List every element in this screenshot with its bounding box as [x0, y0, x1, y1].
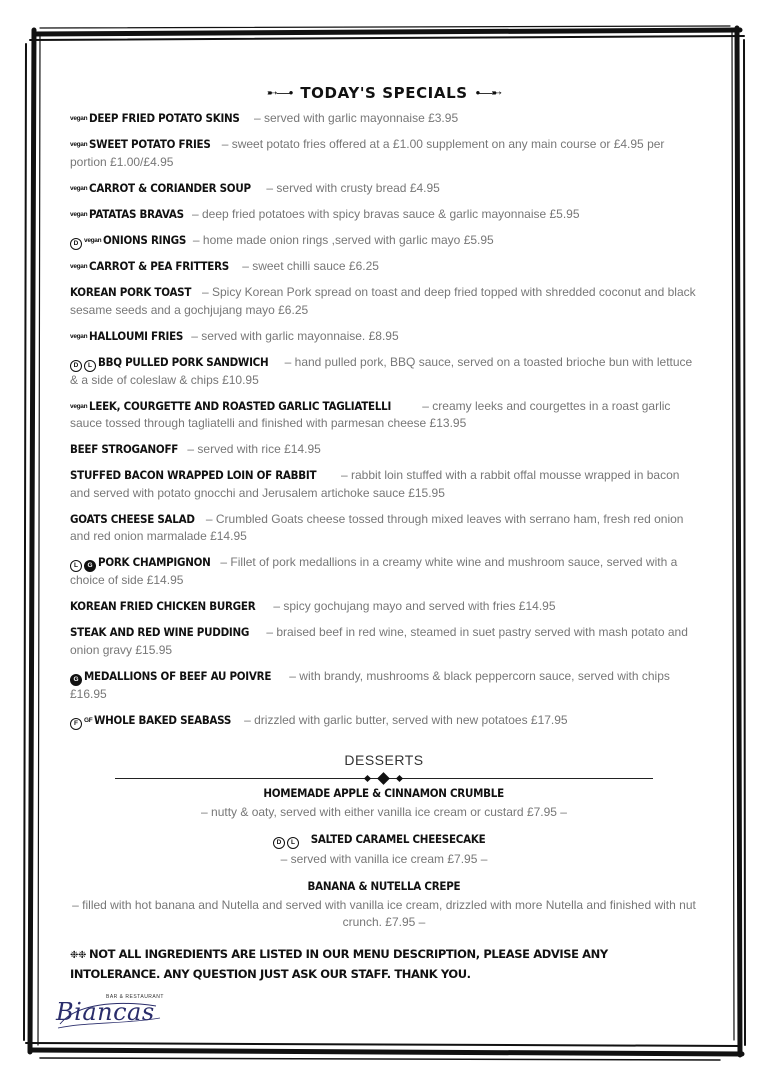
- menu-item-description: – spicy gochujang mayo and served with fries £14.95: [273, 599, 556, 613]
- notice-text: NOT ALL INGREDIENTS ARE LISTED IN OUR MENU DESCRIPTION, PLEASE ADVISE ANY INTOLERANCE. ANY QUESTION JUST ASK OUR STAFF. THANK YOU.: [70, 946, 608, 981]
- menu-item-description: – braised beef in red wine, steamed in suet pastry served with mash potato and onion gravy £15.95: [70, 625, 688, 657]
- menu-content: [70, 84, 698, 983]
- menu-item: [70, 712, 698, 730]
- menu-item: [70, 232, 698, 250]
- menu-item-description: – Spicy Korean Pork spread on toast and deep fried topped with shredded coconut and black sesame seeds and a gochjujang mayo £6.25: [70, 285, 696, 317]
- menu-item-description: – Crumbled Goats cheese tossed through mixed leaves with serrano ham, fresh red onion and red onion marmalade £14.95: [70, 511, 684, 543]
- menu-item-name: BEEF STROGANOFF: [70, 442, 179, 456]
- snowflake-icon: ❉❉: [70, 949, 86, 961]
- arrow-right-icon: •—➸: [475, 85, 502, 100]
- menu-item-name: BBQ PULLED PORK SANDWICH: [98, 354, 269, 369]
- menu-item-description: – Fillet of pork medallions in a creamy white wine and mushroom sauce, served with a choice of side £14.95: [70, 555, 678, 587]
- menu-item-name: MEDALLIONS OF BEEF AU POIVRE: [84, 668, 272, 683]
- menu-item-name: KOREAN FRIED CHICKEN BURGER: [70, 599, 256, 613]
- menu-item-name: PORK CHAMPIGNON: [98, 555, 211, 569]
- vegan-tag: vegan: [70, 115, 88, 122]
- menu-item: [70, 110, 698, 128]
- vegan-tag: vegan: [70, 184, 88, 192]
- menu-item: [70, 258, 698, 276]
- arrow-left-icon: ➸—•: [266, 85, 293, 100]
- dessert-item: [70, 877, 698, 931]
- desserts-title: DESSERTS: [344, 751, 424, 768]
- dessert-description: – nutty & oaty, served with either vanilla ice cream or custard £7.95 –: [201, 804, 567, 819]
- menu-item: [70, 398, 698, 433]
- menu-item-description: – hand pulled pork, BBQ sauce, served on a toasted brioche bun with lettuce & a side of coleslaw & chips £10.95: [70, 354, 693, 387]
- specials-list: [70, 110, 698, 730]
- dietary-badge-icon: G: [70, 674, 82, 686]
- restaurant-logo: [56, 994, 166, 1034]
- menu-item: [70, 206, 698, 224]
- menu-item-description: – served with rice £14.95: [187, 442, 321, 456]
- menu-item-name: STUFFED BACON WRAPPED LOIN OF RABBIT: [70, 468, 317, 482]
- menu-item: [70, 328, 698, 346]
- menu-item: [70, 354, 698, 390]
- dessert-item: [70, 830, 698, 868]
- dessert-description: – served with vanilla ice cream £7.95 –: [280, 851, 488, 866]
- menu-item-name: ONIONS RINGS: [103, 232, 187, 247]
- menu-item-name: WHOLE BAKED SEABASS: [94, 712, 232, 727]
- menu-item: [70, 598, 698, 616]
- menu-item: [70, 284, 698, 319]
- dietary-badge-icon: D: [70, 360, 82, 372]
- desserts-list: [70, 784, 698, 931]
- menu-item-name: CARROT & PEA FRITTERS: [89, 259, 230, 273]
- menu-item-description: – sweet chilli sauce £6.25: [242, 259, 379, 273]
- menu-item-description: – sweet potato fries offered at a £1.00 supplement on any main course or £4.95 per portion £1.00/£4.95: [70, 137, 665, 169]
- menu-item-description: – deep fried potatoes with spicy bravas sauce & garlic mayonnaise £5.95: [191, 206, 580, 221]
- menu-item-description: – with brandy, mushrooms & black peppercorn sauce, served with chips £16.95: [70, 668, 670, 701]
- logo-wordmark: Biancas: [56, 998, 155, 1026]
- menu-item-description: – rabbit loin stuffed with a rabbit offal mousse wrapped in bacon and served with potato gnocchi and Jerusalem artichoke sauce £15.95: [70, 468, 680, 500]
- vegan-tag: vegan: [84, 236, 102, 244]
- dietary-badge-icon: D: [70, 238, 82, 250]
- menu-item-description: – drizzled with garlic butter, served with new potatoes £17.95: [244, 712, 568, 727]
- menu-item: [70, 467, 698, 502]
- menu-item-description: – served with garlic mayonnaise. £8.95: [191, 328, 399, 343]
- desserts-divider: [115, 774, 653, 784]
- dessert-description: – filled with hot banana and Nutella and served with vanilla ice cream, drizzled with more Nutella and finished with nut crunch. £7.95 –: [72, 897, 696, 929]
- page-title: TODAY'S SPECIALS: [300, 84, 468, 102]
- dietary-badge-icon: F: [70, 718, 82, 730]
- menu-item-description: – home made onion rings ,served with garlic mayo £5.95: [192, 232, 494, 247]
- logo-tagline: BAR & RESTAURANT: [106, 994, 164, 1000]
- vegan-tag: vegan: [70, 263, 88, 270]
- dietary-badge-icon: D: [273, 837, 285, 849]
- menu-item: [70, 136, 698, 171]
- gluten-free-tag: GF: [84, 716, 93, 724]
- menu-item-name: CARROT & CORIANDER SOUP: [89, 180, 252, 195]
- dietary-badge-icon: L: [70, 560, 82, 572]
- menu-item: [70, 624, 698, 659]
- menu-item: [70, 511, 698, 546]
- allergen-notice: [70, 945, 698, 983]
- dessert-name: SALTED CARAMEL CHEESECAKE: [310, 831, 486, 846]
- menu-item-name: HALLOUMI FRIES: [89, 328, 184, 343]
- menu-item: [70, 180, 698, 198]
- menu-item: [70, 554, 698, 590]
- vegan-tag: vegan: [70, 332, 88, 340]
- desserts-section: [70, 752, 698, 931]
- vegan-tag: vegan: [70, 141, 88, 148]
- vegan-tag: vegan: [70, 210, 88, 218]
- dietary-badge-icon: L: [84, 360, 96, 372]
- menu-item-name: KOREAN PORK TOAST: [70, 285, 192, 299]
- specials-header: [70, 84, 698, 102]
- menu-item: [70, 668, 698, 704]
- vegan-tag: vegan: [70, 402, 88, 410]
- menu-item-name: SWEET POTATO FRIES: [89, 137, 211, 151]
- dessert-name: HOMEMADE APPLE & CINNAMON CRUMBLE: [263, 785, 505, 800]
- dessert-item: [70, 784, 698, 821]
- dessert-name: BANANA & NUTELLA CREPE: [307, 878, 461, 893]
- menu-item-description: – served with crusty bread £4.95: [266, 180, 440, 195]
- menu-item-name: GOATS CHEESE SALAD: [70, 511, 195, 526]
- menu-item-name: STEAK AND RED WINE PUDDING: [70, 625, 250, 639]
- menu-item-name: DEEP FRIED POTATO SKINS: [89, 111, 240, 125]
- menu-item-description: – served with garlic mayonnaise £3.95: [254, 111, 459, 125]
- dietary-badge-icon: G: [84, 560, 96, 572]
- menu-item-name: PATATAS BRAVAS: [89, 206, 185, 221]
- menu-item: [70, 441, 698, 459]
- menu-item-name: LEEK, COURGETTE AND ROASTED GARLIC TAGLIATELLI: [89, 398, 392, 413]
- dietary-badge-icon: L: [287, 837, 299, 849]
- menu-item-description: – creamy leeks and courgettes in a roast garlic sauce tossed through tagliatelli and finished with parmesan cheese £13.95: [70, 398, 671, 430]
